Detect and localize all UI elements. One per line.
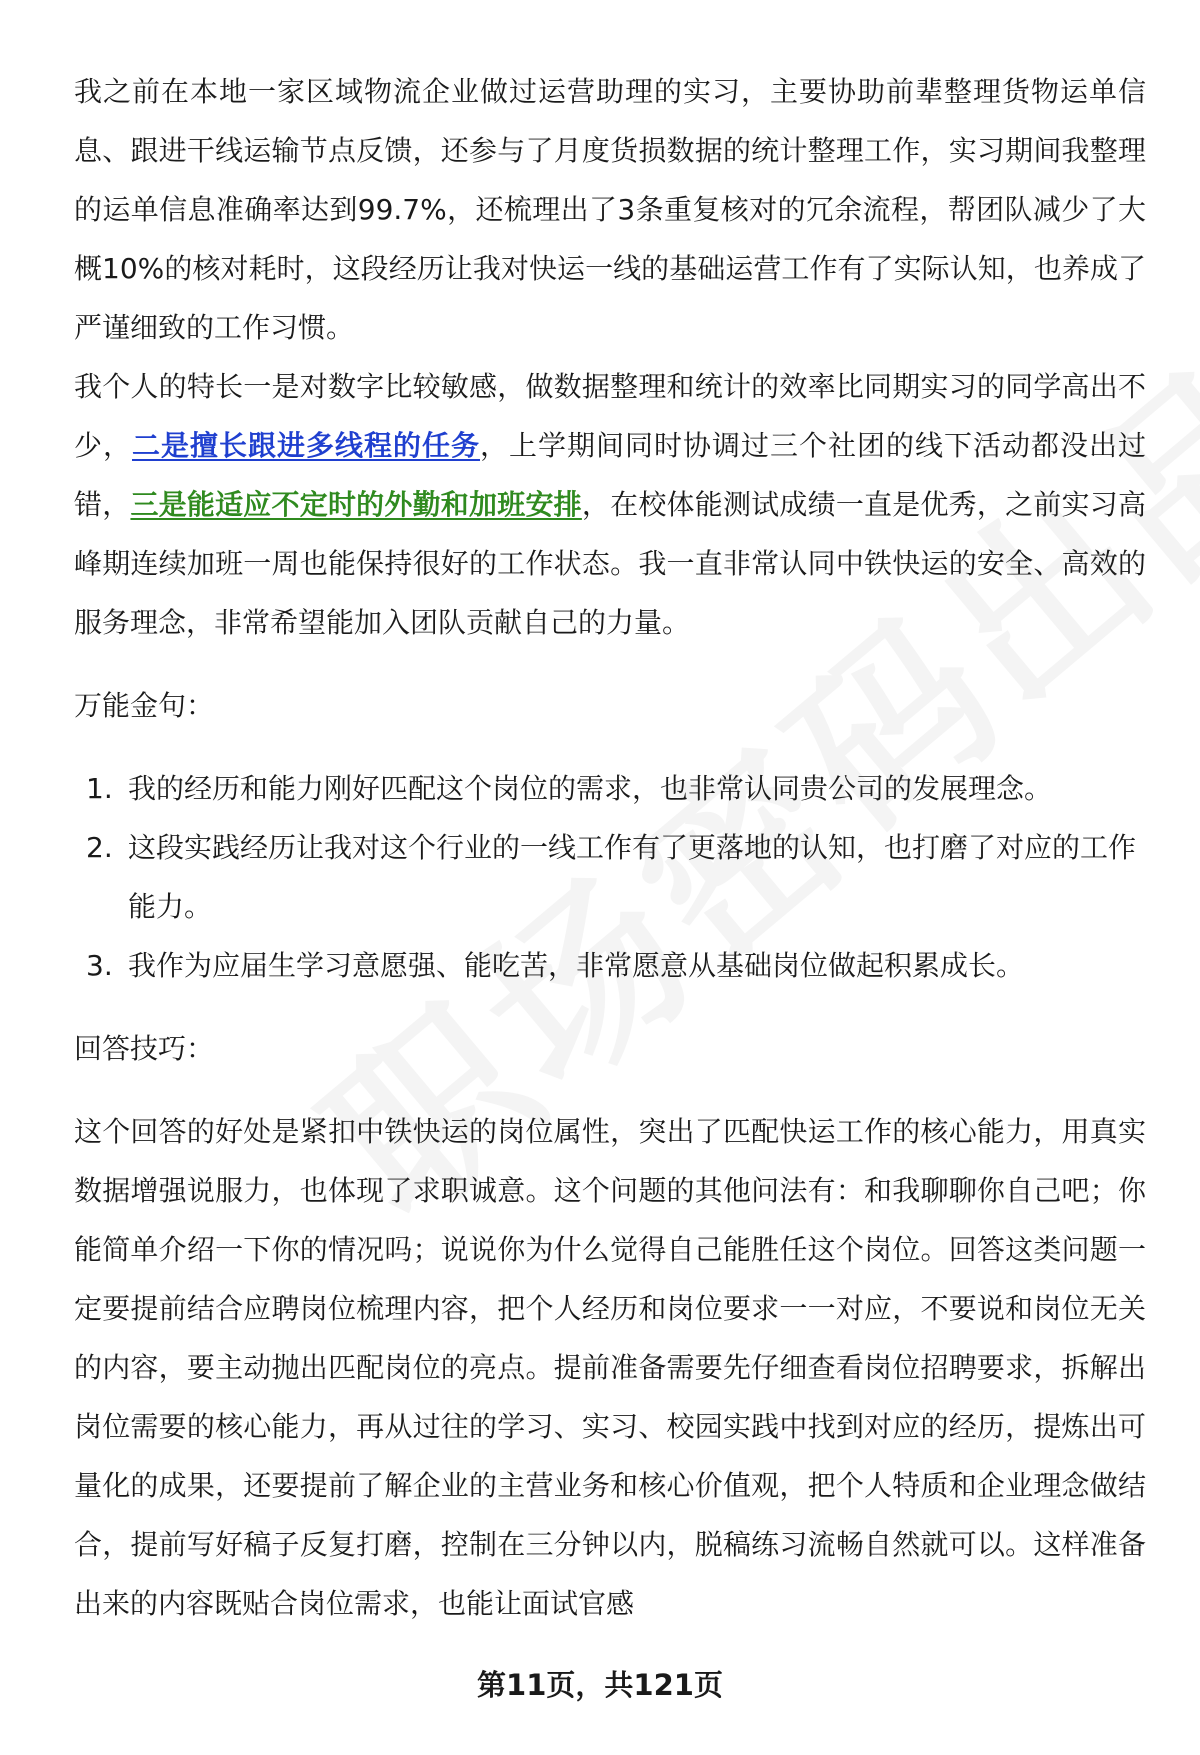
strength-text-1: 我个人的特长一是对数字比较敏感，做数据整理和统计的效率比同期实习的同学高出不少，	[74, 370, 1146, 462]
intro-text: 我之前在本地一家区域物流企业做过运营助理的实习，主要协助前辈整理货物运单信息、跟进干线运输节点反馈，还参与了月度货损数据的统计整理工作，实习期间我整理的运单信息准确率达到99.7%，还梳理出了3条重复核对的冗余流程，帮团队减少了大概10%的核对耗时，这段经历让我对快运一线的基础运营工作有了实际认知，也养成了严谨细致的工作习惯。	[74, 75, 1146, 344]
tips-paragraph: 这个回答的好处是紧扣中铁快运的岗位属性，突出了匹配快运工作的核心能力，用真实数据增强说服力，也体现了求职诚意。这个问题的其他问法有：和我聊聊你自己吧；你能简单介绍一下你的情况吗；说说你为什么觉得自己能胜任这个岗位。回答这类问题一定要提前结合应聘岗位梳理内容，把个人经历和岗位要求一一对应，不要说和岗位无关的内容，要主动抛出匹配岗位的亮点。提前准备需要先仔细查看岗位招聘要求，拆解出岗位需要的核心能力，再从过往的学习、实习、校园实践中找到对应的经历，提炼出可量化的成果，还要提前了解企业的主营业务和核心价值观，把个人特质和企业理念做结合，提前写好稿子反复打磨，控制在三分钟以内，脱稿练习流畅自然就可以。这样准备出来的内容既贴合岗位需求，也能让面试官感	[74, 1115, 1146, 1620]
list-item-number: 3.	[86, 949, 113, 982]
list-item-text: 我作为应届生学习意愿强、能吃苦，非常愿意从基础岗位做起积累成长。	[128, 949, 1025, 982]
golden-sentences-list	[74, 759, 1146, 995]
strength-paragraph	[74, 357, 1146, 652]
list-item-text: 这段实践经历让我对这个行业的一线工作有了更落地的认知，也打磨了对应的工作能力。	[128, 831, 1137, 923]
highlight-multitask: 二是擅长跟进多线程的任务	[132, 429, 480, 462]
tips-heading: 回答技巧：	[74, 1032, 215, 1065]
page-number: 第11页，共121页	[477, 1668, 723, 1702]
strength-text-2: ，上学期间同时协调过三个社团的线下活动都没出过错，	[74, 429, 1146, 521]
document-page	[74, 62, 1146, 1633]
list-item	[74, 759, 1146, 818]
strength-text-3: ，在校体能测试成绩一直是优秀，之前实习高峰期连续加班一周也能保持很好的工作状态。我一直非常认同中铁快运的安全、高效的服务理念，非常希望能加入团队贡献自己的力量。	[74, 488, 1146, 639]
list-item-number: 1.	[86, 772, 113, 805]
list-item-number: 2.	[86, 831, 113, 864]
golden-sentences-heading: 万能金句：	[74, 689, 215, 722]
list-item	[74, 818, 1146, 936]
highlight-overtime: 三是能适应不定时的外勤和加班安排	[130, 488, 582, 521]
list-item-text: 我的经历和能力刚好匹配这个岗位的需求，也非常认同贵公司的发展理念。	[128, 772, 1053, 805]
list-item	[74, 936, 1146, 995]
intro-paragraph	[74, 62, 1146, 357]
